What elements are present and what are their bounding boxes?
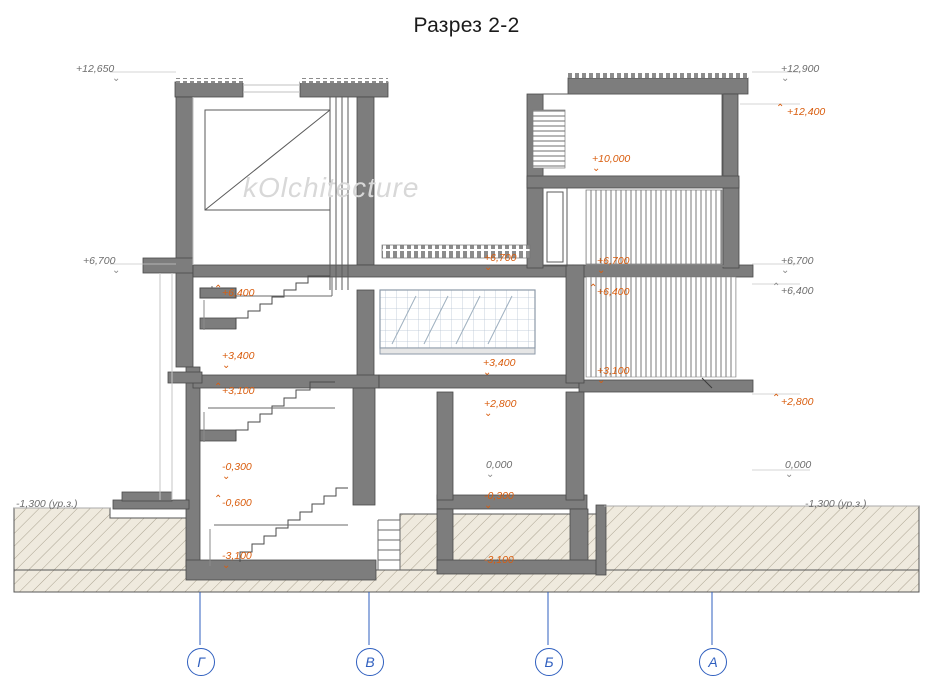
level-tick-6400-right xyxy=(589,284,597,294)
level-tick-3400-left xyxy=(222,361,230,371)
axis-label-g[interactable]: Г xyxy=(187,648,215,676)
axis-label-v[interactable]: В xyxy=(356,648,384,676)
level-tick-10000 xyxy=(592,164,600,174)
level-tick-right-2800 xyxy=(772,394,780,404)
level-mark-6700-mid: +6,700 xyxy=(484,252,517,264)
axis-label-b[interactable]: Б xyxy=(535,648,563,676)
level-mark-left-6700: +6,700 xyxy=(83,255,116,267)
level-mark-right-12400: +12,400 xyxy=(787,106,826,118)
level-mark-6400-right: +6,400 xyxy=(597,286,630,298)
level-mark-0000-mid: 0,000 xyxy=(486,459,513,471)
level-tick-m0600 xyxy=(214,495,222,505)
level-mark-3100-left: +3,100 xyxy=(222,385,255,397)
level-tick-right-6400 xyxy=(772,283,780,293)
level-tick-right-12400 xyxy=(776,104,784,114)
level-tick-right-12900 xyxy=(781,74,789,84)
level-mark-right-0000: 0,000 xyxy=(785,459,812,471)
level-mark-right-6400: +6,400 xyxy=(781,285,814,297)
level-mark-m0300-mid: -0,300 xyxy=(484,490,514,502)
level-mark-6700-right: +6,700 xyxy=(597,255,630,267)
page-title: Разрез 2-2 xyxy=(413,14,520,37)
watermark: kOlchitecture xyxy=(243,172,420,203)
level-tick-m3100-left xyxy=(222,561,230,571)
axis-label-a[interactable]: А xyxy=(699,648,727,676)
level-mark-m0300-left: -0,300 xyxy=(222,461,252,473)
right-louvre xyxy=(533,110,565,168)
level-mark-right-6700: +6,700 xyxy=(781,255,814,267)
level-tick-left-6700 xyxy=(112,266,120,276)
central-glazing xyxy=(380,290,535,354)
level-mark-3400-mid: +3,400 xyxy=(483,357,516,369)
level-tick-3100-left xyxy=(214,383,222,393)
level-tick-6700-mid xyxy=(484,263,492,273)
level-mark-10000: +10,000 xyxy=(592,153,631,165)
level-tick-left-12650 xyxy=(112,74,120,84)
level-tick-3100-right xyxy=(597,376,605,386)
level-mark-left-ground: -1,300 (ур.з.) xyxy=(16,498,78,510)
level-mark-m3100-mid: -3,100 xyxy=(484,554,514,566)
level-tick-right-6700 xyxy=(781,266,789,276)
level-mark-6400-left: +6,400 xyxy=(222,287,255,299)
level-tick-m0300-left xyxy=(222,472,230,482)
level-tick-3400-mid xyxy=(483,368,491,378)
level-mark-right-12900: +12,900 xyxy=(781,63,820,75)
level-tick-6400-left xyxy=(214,285,222,295)
level-tick-m0300-mid xyxy=(484,501,492,511)
vertical-fins xyxy=(586,190,722,264)
level-tick-2800 xyxy=(484,409,492,419)
level-tick-0000-mid xyxy=(486,470,494,480)
level-mark-m3100-left: -3,100 xyxy=(222,550,252,562)
level-mark-3100-right: +3,100 xyxy=(597,365,630,377)
level-mark-3400-left: +3,400 xyxy=(222,350,255,362)
level-tick-right-0000 xyxy=(785,470,793,480)
level-mark-left-12650: +12,650 xyxy=(76,63,115,75)
level-mark-2800: +2,800 xyxy=(484,398,517,410)
axis-lines xyxy=(200,592,712,645)
level-mark-right-2800: +2,800 xyxy=(781,396,814,408)
level-mark-m0600: -0,600 xyxy=(222,497,252,509)
level-mark-right-ground: -1,300 (ур.з.) xyxy=(805,498,867,510)
level-tick-6700-right xyxy=(597,266,605,276)
